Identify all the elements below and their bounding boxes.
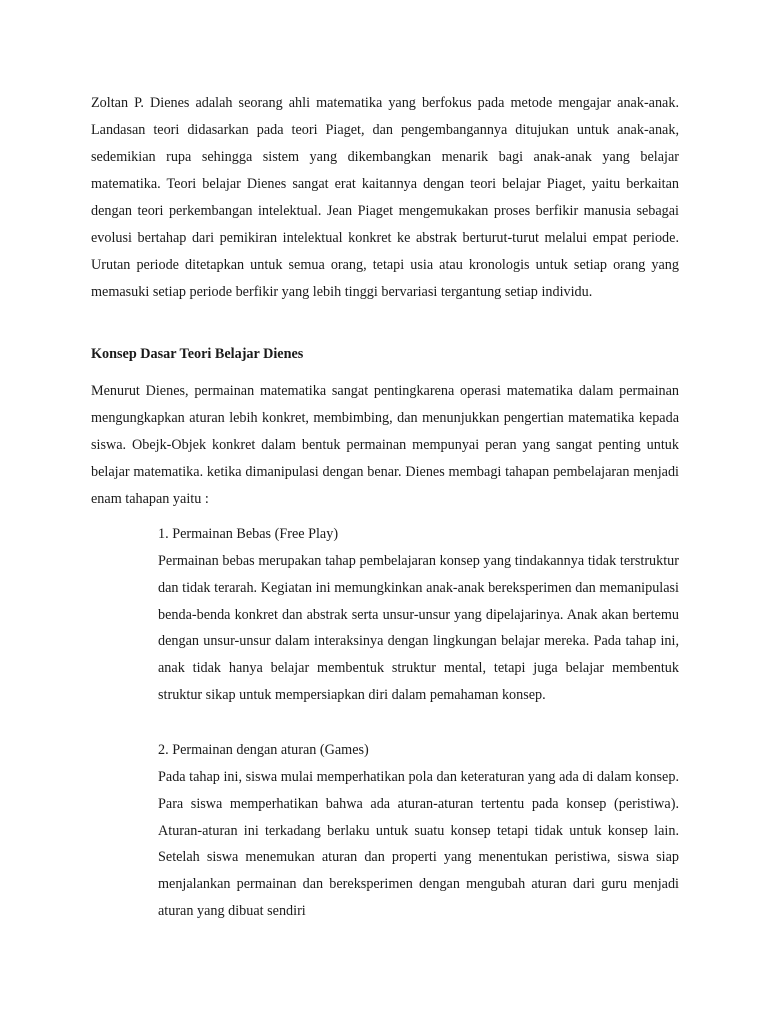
stage-description: Permainan bebas merupakan tahap pembelajaran konsep yang tindakannya tidak terstruktur dan tidak terarah. Kegiatan ini memungkinkan anak-anak bereksperimen dan memanipulasi benda-benda konkret dan abstrak serta unsur-unsur yang dipelajarinya. Anak akan bertemu dengan unsur-unsur dalam interaksinya dengan lingkungan belajar mereka. Pada tahap ini, anak tidak hanya belajar membentuk struktur mental, tetapi juga belajar membentuk struktur sikap untuk mempersiapkan diri dalam pemahaman konsep. <box>158 553 679 703</box>
stage-title: 2. Permainan dengan aturan (Games) <box>158 742 369 758</box>
list-item <box>158 737 679 925</box>
stage-title: 1. Permainan Bebas (Free Play) <box>158 526 339 542</box>
list-item <box>158 521 679 709</box>
intro-paragraph: Zoltan P. Dienes adalah seorang ahli matematika yang berfokus pada metode mengajar anak-anak. Landasan teori didasarkan pada teori Piaget, dan pengembangannya ditujukan untuk anak-anak, sedemikian rupa sehingga sistem yang dikembangkan menarik bagi anak-anak yang belajar matematika. Teori belajar Dienes sangat erat kaitannya dengan teori belajar Piaget, yaitu berkaitan dengan teori perkembangan intelektual. Jean Piaget mengemukakan proses berfikir manusia sebagai evolusi bertahap dari pemikiran intelektual konkret ke abstrak berturut-turut melalui empat periode. Urutan periode ditetapkan untuk semua orang, tetapi usia atau kronologis untuk setiap orang yang memasuki setiap periode berfikir yang lebih tinggi bervariasi tergantung setiap individu. <box>91 95 679 300</box>
section-paragraph: Menurut Dienes, permainan matematika sangat pentingkarena operasi matematika dalam permainan mengungkapkan aturan lebih konkret, membimbing, dan menunjukkan pengertian matematika kepada siswa. Obejk-Objek konkret dalam bentuk permainan mempunyai peran yang sangat penting untuk belajar matematika. ketika dimanipulasi dengan benar. Dienes membagi tahapan pembelajaran menjadi enam tahapan yaitu : <box>91 383 679 507</box>
stage-description: Pada tahap ini, siswa mulai memperhatikan pola dan keteraturan yang ada di dalam konsep. Para siswa memperhatikan bahwa ada aturan-aturan tertentu pada konsep (peristiwa). Aturan-aturan ini terkadang berlaku untuk suatu konsep tetapi tidak untuk konsep lain. Setelah siswa menemukan aturan dan properti yang menentukan peristiwa, siswa siap menjalankan permainan dan bereksperimen dengan mengubah aturan dari guru menjadi aturan yang dibuat sendiri <box>158 769 679 919</box>
section-heading: Konsep Dasar Teori Belajar Dienes <box>91 346 304 362</box>
